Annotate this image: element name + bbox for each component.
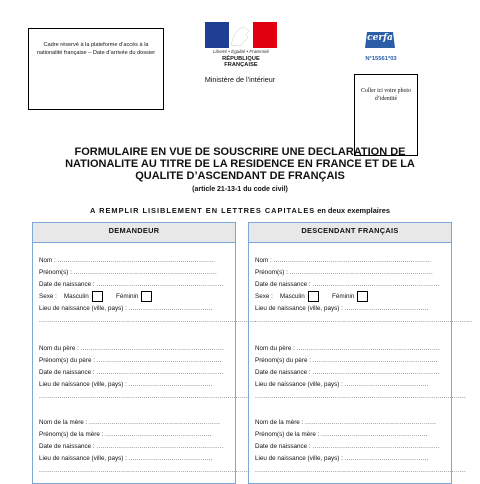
descendant-prenoms-pere-field[interactable]: Prénom(s) du père : ............................................................. [255, 357, 438, 364]
reserved-frame-text: Cadre réservé à la plateforme d’accès à la nationalité française – Date d’arrivée du dossier [36, 42, 156, 56]
demandeur-date-naissance-mere-field[interactable]: Date de naissance : .............................................................. [39, 443, 224, 450]
fill-instruction-caps: A REMPLIR LISIBLEMENT EN LETTRES CAPITALES [90, 206, 316, 215]
descendant-date-naissance-pere-field[interactable]: Date de naissance : .............................................................. [255, 369, 440, 376]
field-label: Sexe : [255, 293, 275, 301]
photo-frame-text: Coller ici votre photo d’identité [361, 88, 411, 102]
masculin-label: Masculin [279, 293, 305, 301]
reserved-frame [28, 28, 164, 110]
republique-francaise-logo [205, 22, 277, 66]
demandeur-nom-field[interactable]: Nom : ............................................................................. [39, 257, 216, 264]
form-subtitle: (article 21-13-1 du code civil) [192, 186, 288, 193]
descendant-lieu-naissance-mere-field[interactable]: Lieu de naissance (ville, pays) : ......................................... [255, 455, 429, 462]
field-label: Date de naissance : [255, 281, 313, 288]
field-label: Sexe : [39, 293, 59, 301]
field-label: Lieu de naissance (ville, pays) : [39, 305, 129, 312]
field-label: Date de naissance : [255, 443, 313, 450]
field-label: Lieu de naissance (ville, pays) : [255, 381, 345, 388]
photo-frame [354, 74, 418, 156]
field-label: Lieu de naissance (ville, pays) : [255, 455, 345, 462]
field-label: Prénom(s) : [255, 269, 290, 276]
descendant-sexe-field [255, 291, 445, 302]
descendant-lieu-naissance-continued[interactable]: .......................................................................................................... [255, 317, 473, 324]
demandeur-lieu-naissance-continued[interactable]: .......................................................................................................... [39, 317, 257, 324]
field-label: Prénom(s) : [39, 269, 74, 276]
feminin-checkbox[interactable] [357, 291, 368, 302]
descendant-nom-pere-field[interactable]: Nom du père : ...................................................................... [255, 345, 441, 352]
descendant-section [248, 222, 473, 484]
feminin-label: Féminin [115, 293, 139, 301]
field-label: Lieu de naissance (ville, pays) : [39, 381, 129, 388]
demandeur-prenoms-mere-field[interactable]: Prénom(s) de la mère : .................................................... [39, 431, 212, 438]
descendant-lieu-naissance-pere-field[interactable]: Lieu de naissance (ville, pays) : ......................................... [255, 381, 429, 388]
demandeur-lieu-naissance-mere-continued[interactable]: ....................................................................................................... [39, 467, 251, 474]
field-label: Lieu de naissance (ville, pays) : [39, 455, 129, 462]
descendant-prenoms-field[interactable]: Prénom(s) : ...................................................................... [255, 269, 434, 276]
descendant-lieu-naissance-mere-continued[interactable]: ....................................................................................................... [255, 467, 467, 474]
form-title-line-2: NATIONALITE AU TITRE DE LA RESIDENCE EN FRANCE ET DE LA [65, 158, 415, 170]
field-label: Date de naissance : [255, 369, 313, 376]
field-label: Nom : [39, 257, 58, 264]
form-title-line-3: QUALITE D’ASCENDANT DE FRANÇAIS [135, 170, 345, 182]
field-label: Date de naissance : [39, 443, 97, 450]
ministere-text: Ministère de l’intérieur [204, 75, 276, 84]
cerfa-logo-text: cerfa [367, 33, 393, 43]
cerfa-number: N°15561*03 [365, 56, 397, 62]
marianne-icon [227, 25, 255, 47]
descendant-nom-field[interactable]: Nom : ............................................................................. [255, 257, 432, 264]
descendant-lieu-naissance-pere-continued[interactable]: ....................................................................................................... [255, 393, 467, 400]
field-label: Nom du père : [255, 345, 297, 352]
motto-text: Liberté • Égalité • Fraternité [212, 49, 270, 54]
form-title-line-1: FORMULAIRE EN VUE DE SOUSCRIRE UNE DECLARATION DE [74, 146, 406, 158]
descendant-date-naissance-field[interactable]: Date de naissance : .............................................................. [255, 281, 440, 288]
descendant-lieu-naissance-field[interactable]: Lieu de naissance (ville, pays) : ......................................... [255, 305, 429, 312]
demandeur-lieu-naissance-mere-field[interactable]: Lieu de naissance (ville, pays) : ......................................... [39, 455, 213, 462]
feminin-checkbox[interactable] [141, 291, 152, 302]
descendant-heading: DESCENDANT FRANÇAIS [249, 223, 451, 243]
field-label: Lieu de naissance (ville, pays) : [255, 305, 345, 312]
masculin-checkbox[interactable] [308, 291, 319, 302]
masculin-checkbox[interactable] [92, 291, 103, 302]
cerfa-logo [364, 30, 396, 50]
field-label: Nom du père : [39, 345, 81, 352]
demandeur-section [32, 222, 257, 484]
field-label: Date de naissance : [39, 369, 97, 376]
demandeur-sexe-field [39, 291, 229, 302]
feminin-label: Féminin [331, 293, 355, 301]
demandeur-lieu-naissance-pere-continued[interactable]: ....................................................................................................... [39, 393, 251, 400]
field-label: Prénom(s) de la mère : [39, 431, 106, 438]
fill-instruction [20, 206, 460, 215]
field-label: Prénom(s) du père : [39, 357, 97, 364]
descendant-prenoms-mere-field[interactable]: Prénom(s) de la mère : .................................................... [255, 431, 428, 438]
field-label: Nom de la mère : [39, 419, 90, 426]
field-label: Prénom(s) de la mère : [255, 431, 322, 438]
demandeur-nom-mere-field[interactable]: Nom de la mère : ................................................................ [39, 419, 221, 426]
demandeur-date-naissance-pere-field[interactable]: Date de naissance : .............................................................. [39, 369, 224, 376]
descendant-date-naissance-mere-field[interactable]: Date de naissance : .............................................................. [255, 443, 440, 450]
demandeur-date-naissance-field[interactable]: Date de naissance : .............................................................. [39, 281, 224, 288]
republique-text: RÉPUBLIQUE FRANÇAISE [222, 56, 260, 68]
descendant-nom-mere-field[interactable]: Nom de la mère : ................................................................ [255, 419, 437, 426]
field-label: Date de naissance : [39, 281, 97, 288]
field-label: Nom : [255, 257, 274, 264]
demandeur-nom-pere-field[interactable]: Nom du père : ...................................................................... [39, 345, 225, 352]
demandeur-heading: DEMANDEUR [33, 223, 235, 243]
demandeur-lieu-naissance-pere-field[interactable]: Lieu de naissance (ville, pays) : ......................................... [39, 381, 213, 388]
fill-instruction-rest: en deux exemplaires [315, 206, 390, 215]
demandeur-prenoms-field[interactable]: Prénom(s) : ...................................................................... [39, 269, 218, 276]
masculin-label: Masculin [63, 293, 89, 301]
field-label: Nom de la mère : [255, 419, 306, 426]
field-label: Prénom(s) du père : [255, 357, 313, 364]
demandeur-prenoms-pere-field[interactable]: Prénom(s) du père : ............................................................. [39, 357, 222, 364]
demandeur-lieu-naissance-field[interactable]: Lieu de naissance (ville, pays) : ......................................... [39, 305, 213, 312]
